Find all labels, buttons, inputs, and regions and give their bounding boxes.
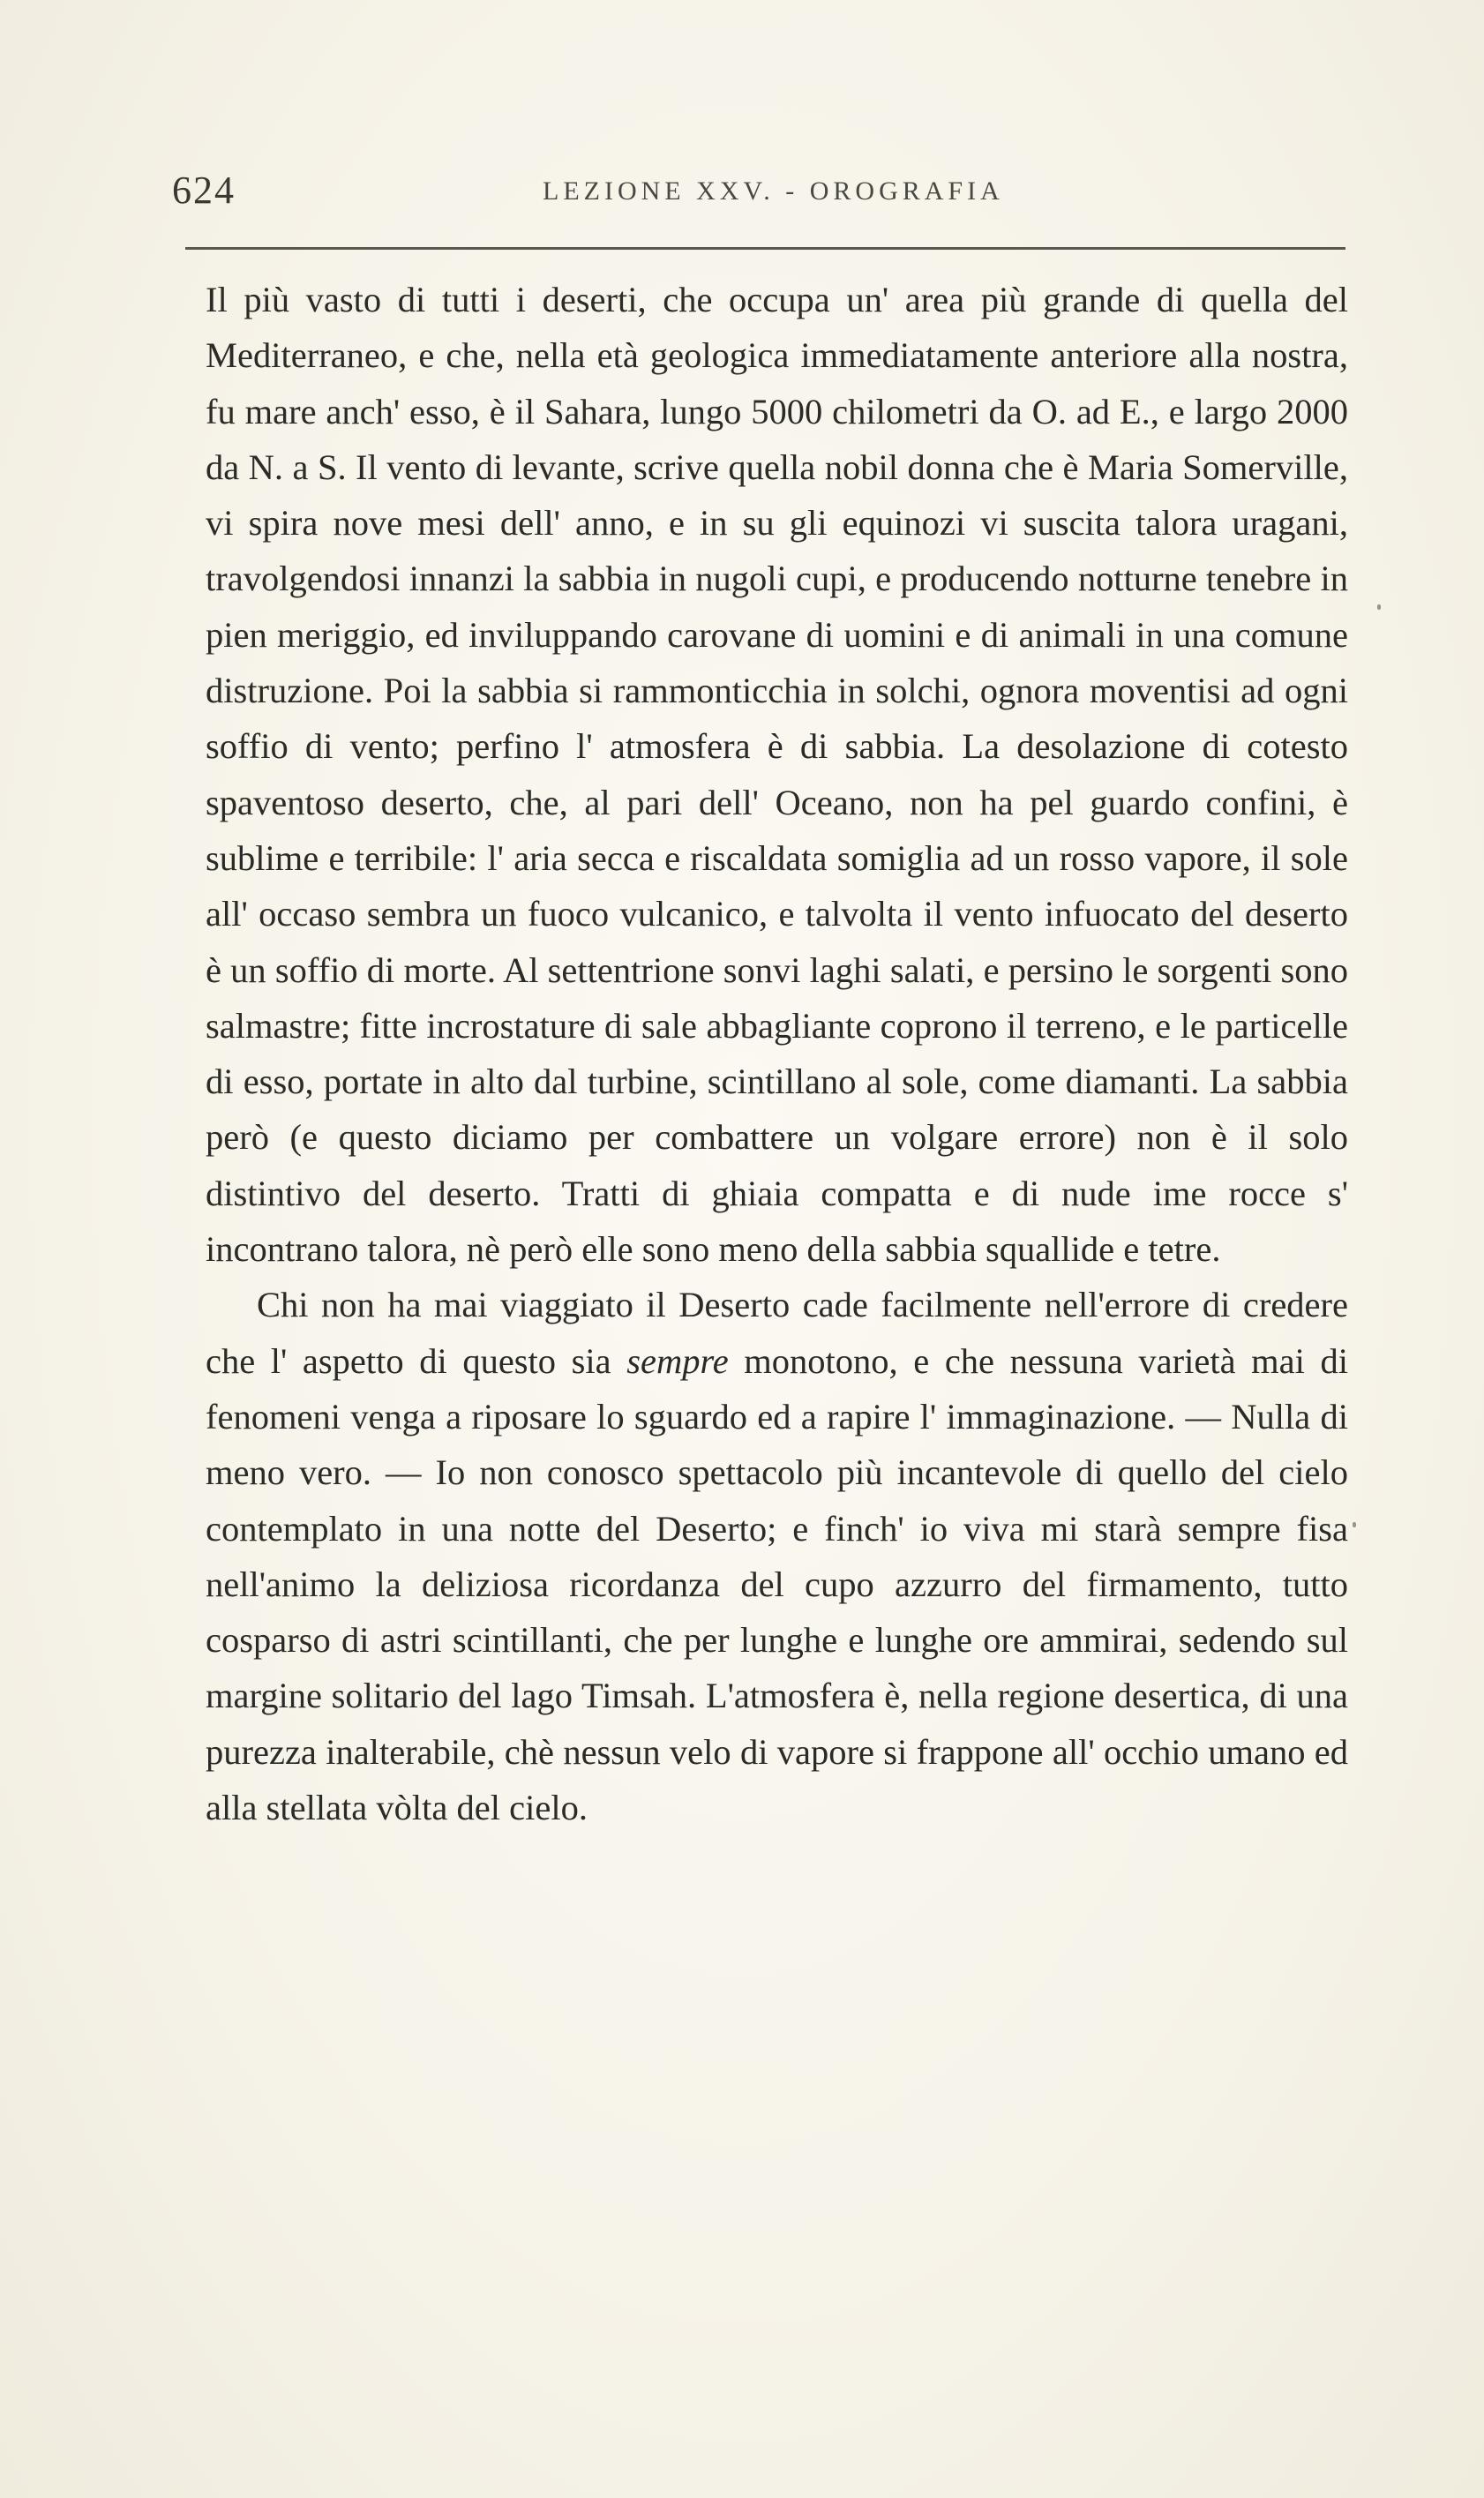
paragraph-2-text-end: monotono, e che nessuna varietà mai di fenomeni venga a riposare lo sguardo ed a rapire l' immaginazione. — Nulla di meno vero. — Io non conosco spettacolo più incantevole di quello del cielo contemplato in una notte del Deserto; e finch' io viva mi starà sempre fisa nell'animo la deliziosa ricordanza del cupo azzurro del firmamento, tutto cosparso di astri scintillanti, che per lunghe e lunghe ore ammirai, sedendo sul margine solitario del lago Timsah. L'atmosfera è, nella regione desertica, di una purezza inalterabile, chè nessun velo di vapore si frappone all' occhio umano ed alla stellata vòlta del cielo. — [206, 1340, 1348, 1828]
italic-word: sempre — [626, 1340, 729, 1381]
body-text — [206, 272, 1348, 1835]
paragraph-2-text-start: Chi non ha mai viaggiato il Deserto cade facilmente nell'errore di credere che l' aspetto di questo sia — [206, 1285, 1348, 1381]
header-rule — [185, 247, 1345, 250]
page-number: 624 — [172, 169, 236, 212]
paper-speck — [1353, 1522, 1356, 1527]
paper-speck — [1377, 604, 1381, 610]
paragraph-desert-night — [206, 1277, 1348, 1835]
running-head: LEZIONE XXV. - OROGRAFIA — [543, 176, 1004, 206]
paragraph-sahara: Il più vasto di tutti i deserti, che occupa un' area più grande di quella del Mediterraneo, e che, nella età geologica immediatamente anteriore alla nostra, fu mare anch' esso, è il Sahara, lungo 5000 chilometri da O. ad E., e largo 2000 da N. a S. Il vento di levante, scrive quella nobil donna che è Maria Somerville, vi spira nove mesi dell' anno, e in su gli equinozi vi suscita talora uragani, travolgendosi innanzi la sabbia in nugoli cupi, e producendo notturne tenebre in pien meriggio, ed inviluppando carovane di uomini e di animali in una comune distruzione. Poi la sabbia si rammonticchia in solchi, ognora moventisi ad ogni soffio di vento; perfino l' atmosfera è di sabbia. La desolazione di cotesto spaventoso deserto, che, al pari dell' Oceano, non ha pel guardo confini, è sublime e terribile: l' aria secca e riscaldata somiglia ad un rosso vapore, il sole all' occaso sembra un fuoco vulcanico, e talvolta il vento infuocato del deserto è un soffio di morte. Al settentrione sonvi laghi salati, e persino le sorgenti sono salmastre; fitte incrostature di sale abbagliante coprono il terreno, e le particelle di esso, portate in alto dal turbine, scintillano al sole, come diamanti. La sabbia però (e questo diciamo per combattere un volgare errore) non è il solo distintivo del deserto. Tratti di ghiaia compatta e di nude ime rocce s' incontrano talora, nè però elle sono meno della sabbia squallide e tetre. — [206, 280, 1348, 1270]
page-header — [172, 168, 1350, 221]
